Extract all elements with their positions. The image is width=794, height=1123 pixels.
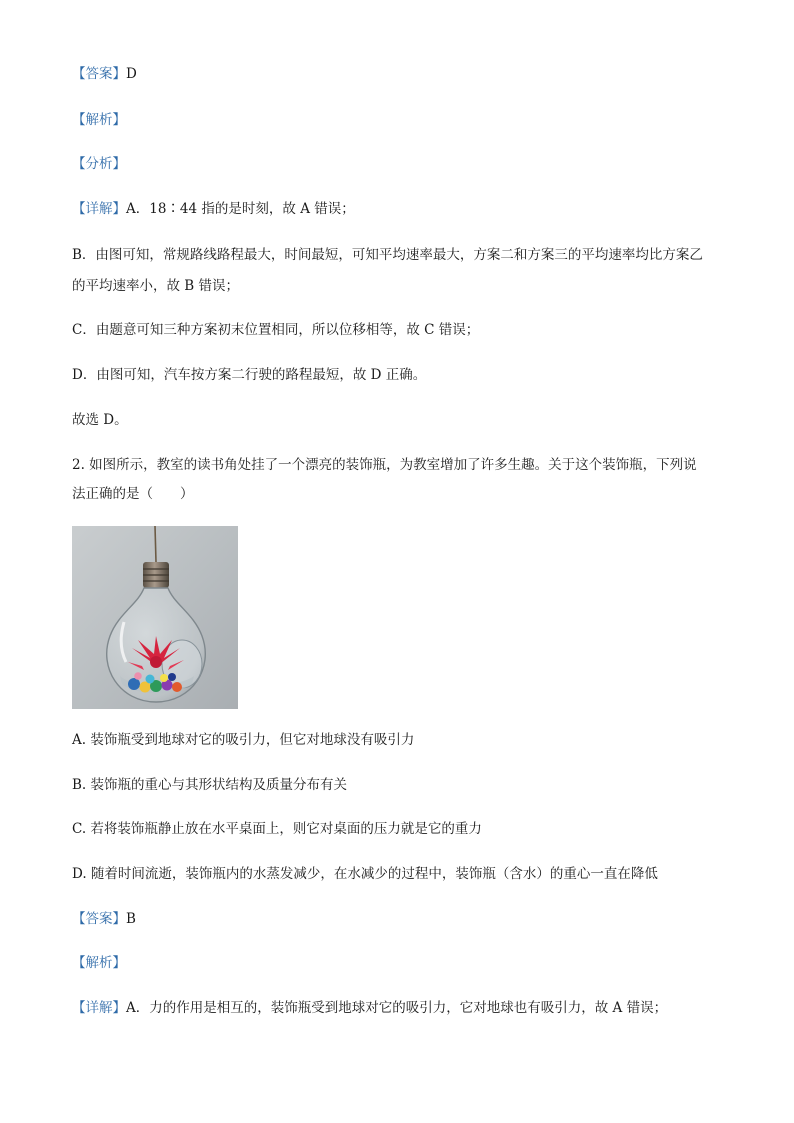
answer-line-1 xyxy=(72,64,137,84)
answer-tag: 【答案】 xyxy=(72,66,126,82)
analysis-tag: 【解析】 xyxy=(72,112,126,128)
answer-value-2: B xyxy=(126,911,136,927)
option-d: D. 随着时间流逝，装饰瓶内的水蒸发减少，在水减少的过程中，装饰瓶（含水）的重心一直在降低 xyxy=(72,866,658,882)
analysis-heading-2 xyxy=(72,953,126,973)
detail-line-c: C．由题意可知三种方案初末位置相同，所以位移相等，故 C 错误； xyxy=(72,322,480,338)
fenxi-tag: 【分析】 xyxy=(72,156,126,172)
detail-text-a: A．18∶44 指的是时刻，故 A 错误； xyxy=(126,201,355,217)
detail-line-a xyxy=(72,199,355,219)
conclusion-line: 故选 D。 xyxy=(72,412,128,428)
detail-tag: 【详解】 xyxy=(72,201,126,217)
analysis-tag-2: 【解析】 xyxy=(72,955,126,971)
option-b: B. 装饰瓶的重心与其形状结构及质量分布有关 xyxy=(72,777,348,793)
hanging-bulb-vase-photo xyxy=(72,526,238,709)
analysis-heading-1 xyxy=(72,110,126,130)
question-2-line-2: 法正确的是（ ） xyxy=(72,486,194,502)
detail-line-2a xyxy=(72,998,667,1018)
fenxi-heading xyxy=(72,154,126,174)
bulb-vase-illustration xyxy=(72,526,238,709)
question-2-line-1: 2. 如图所示，教室的读书角处挂了一个漂亮的装饰瓶，为教室增加了许多生趣。关于这个装饰瓶，下列说 xyxy=(72,457,697,473)
answer-line-2 xyxy=(72,909,136,929)
answer-value: D xyxy=(126,66,137,82)
option-a: A. 装饰瓶受到地球对它的吸引力，但它对地球没有吸引力 xyxy=(72,732,415,748)
detail-tag-2: 【详解】 xyxy=(72,1000,126,1016)
detail-line-b1: B．由图可知，常规路线路程最大，时间最短，可知平均速率最大，方案二和方案三的平均速率均比方案乙 xyxy=(72,247,703,263)
answer-tag-2: 【答案】 xyxy=(72,911,126,927)
detail-line-d: D．由图可知，汽车按方案二行驶的路程最短，故 D 正确。 xyxy=(72,367,427,383)
detail-line-b2: 的平均速率小，故 B 错误； xyxy=(72,278,240,294)
detail-text-2a: A．力的作用是相互的，装饰瓶受到地球对它的吸引力，它对地球也有吸引力，故 A 错误； xyxy=(126,1000,668,1016)
option-c: C. 若将装饰瓶静止放在水平桌面上，则它对桌面的压力就是它的重力 xyxy=(72,821,482,837)
